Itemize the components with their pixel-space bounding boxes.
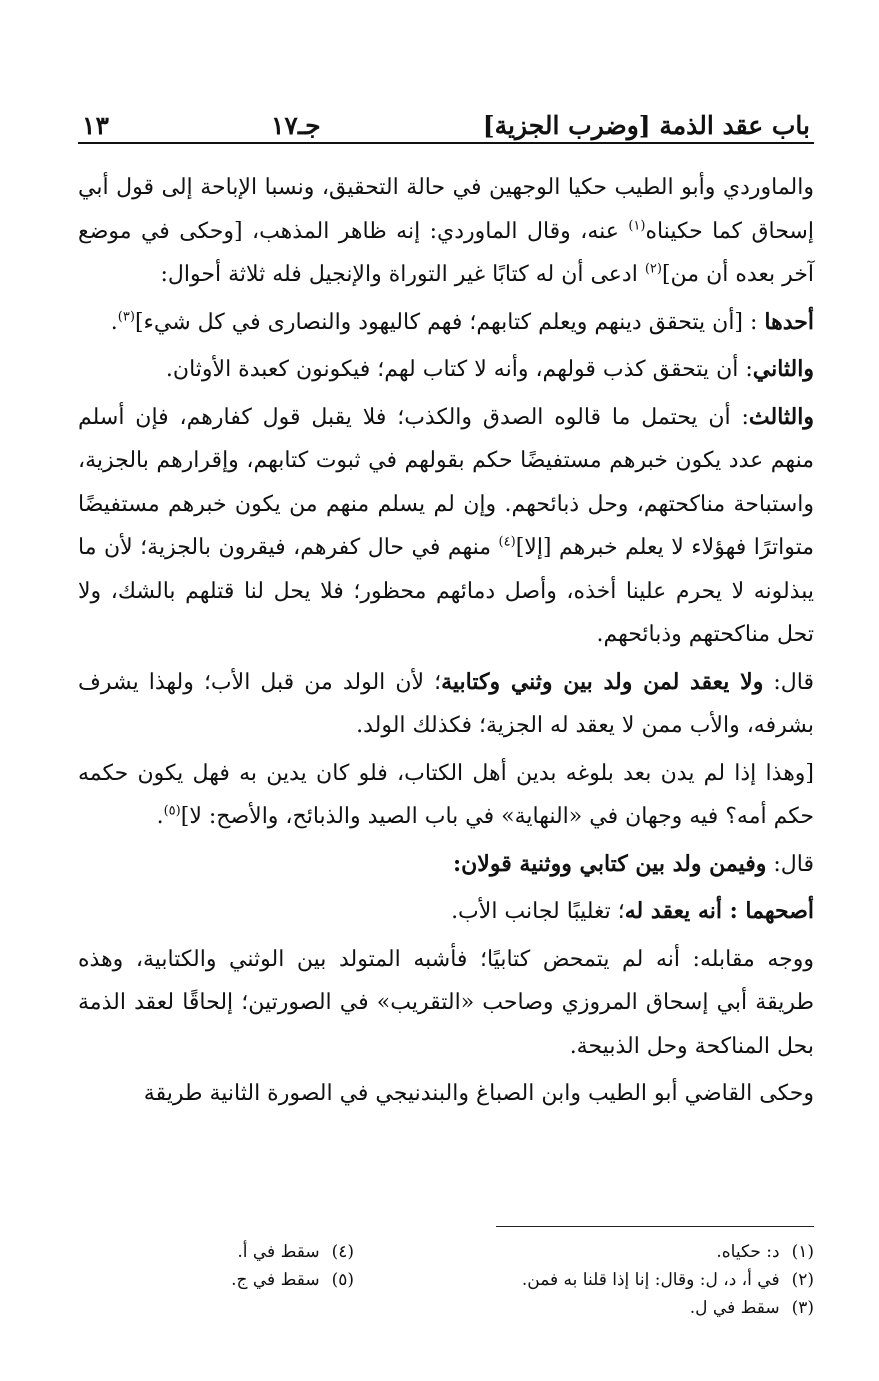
footnote-2: (٢) في أ، د، ل: وقال: إنا إذا قلنا به فمن. (521, 1270, 814, 1290)
paragraph-7: قال: وفيمن ولد بين كتابي ووثنية قولان: (453, 850, 814, 877)
book-page (78, 96, 814, 1120)
body-text (78, 166, 814, 1116)
paragraph-2: أحدها : [أن يتحقق دينهم ويعلم كتابهم؛ فهم كاليهود والنصارى في كل شيء]$^{(٣)}$. (110, 308, 814, 335)
paragraph-9: ووجه مقابله: أنه لم يتمحض كتابيًا؛ فأشبه المتولد بين الوثني والكتابية، وهذه طريقة أبي إسحاق المروزي وصاحب «التقريب» في الصورتين؛ إلحاقًا لعقد الذمة بحل المناكحة وحل الذبيحة. (78, 946, 814, 1059)
footnote-1: (١) د: حكياه. (716, 1242, 814, 1262)
footnote-column-right (414, 1238, 814, 1322)
paragraph-5: قال: ولا يعقد لمن ولد بين وثني وكتابية؛ لأن الولد من قبل الأب؛ ولهذا يشرف بشرفه، والأب ممن لا يعقد له الجزية؛ فكذلك الولد. (78, 668, 815, 738)
header-rule (78, 142, 814, 144)
chapter-title: باب عقد الذمة [وضرب الجزية] (482, 111, 810, 140)
footnote-4: (٤) سقط في أ. (237, 1242, 354, 1262)
footnote-ref-3[interactable]: (٣) (117, 309, 135, 325)
footnote-ref-5[interactable]: (٥) (163, 803, 181, 819)
footnote-ref-2[interactable]: (٢) (644, 261, 662, 277)
footnote-5: (٥) سقط في ج. (231, 1270, 354, 1290)
footnote-rule (496, 1226, 814, 1227)
footnote-3: (٣) سقط في ل. (689, 1298, 814, 1318)
paragraph-10: وحكى القاضي أبو الطيب وابن الصباغ والبندنيجي في الصورة الثانية طريقة (143, 1081, 814, 1106)
page-header (78, 96, 814, 140)
footnote-column-left (231, 1238, 354, 1322)
paragraph-3: والثاني: أن يتحقق كذب قولهم، وأنه لا كتاب لهم؛ فيكونون كعبدة الأوثان. (165, 356, 814, 382)
paragraph-1: والماوردي وأبو الطيب حكيا الوجهين في حالة التحقيق، ونسبا الإباحة إلى قول أبي إسحاق كما حكيناه$^{(١)}$ عنه، وقال الماوردي: إنه ظاهر المذهب، [وحكى في موضع آخر بعده أن من]$^{(٢)}$ ادعى أن له كتابًا غير التوراة والإنجيل فله ثلاثة أحوال: (78, 175, 814, 287)
footnote-ref-1[interactable]: (١) (628, 218, 646, 234)
paragraph-4: والثالث: أن يحتمل ما قالوه الصدق والكذب؛ فلا يقبل قول كفارهم، فإن أسلم منهم عدد يكون خبرهم مستفيضًا حكم بقولهم في ثبوت كتابهم، وإقرارهم بالجزية، واستباحة مناكحتهم، وحل ذبائحهم. وإن لم يسلم منهم من يكون خبرهم مستفيضًا متواترًا فهؤلاء لا يعلم خبرهم [إلا]$^{(٤)}$ منهم في حال كفرهم، فيقرون بالجزية؛ لأن ما يبذلونه لا يحرم علينا أخذه، وأصل دمائهم محظور؛ فلا يحل لنا قتلهم بالشك، ولا تحل مناكحتهم وذبائحهم. (78, 403, 814, 647)
page-number: ١٣ (82, 111, 109, 140)
paragraph-8: أصحهما : أنه يعقد له؛ تغليبًا لجانب الأب. (451, 898, 814, 924)
footnote-ref-4[interactable]: (٤) (498, 534, 516, 550)
volume-number: جـ١٧ (271, 111, 321, 140)
footnotes (78, 1238, 814, 1322)
paragraph-6: [وهذا إذا لم يدن بعد بلوغه بدين أهل الكتاب، فلو كان يدين به فهل يكون حكمه حكم أمه؟ فيه وجهان في «النهاية» في باب الصيد والذبائح، والأصح: لا]$^{(٥)}$. (78, 760, 815, 829)
